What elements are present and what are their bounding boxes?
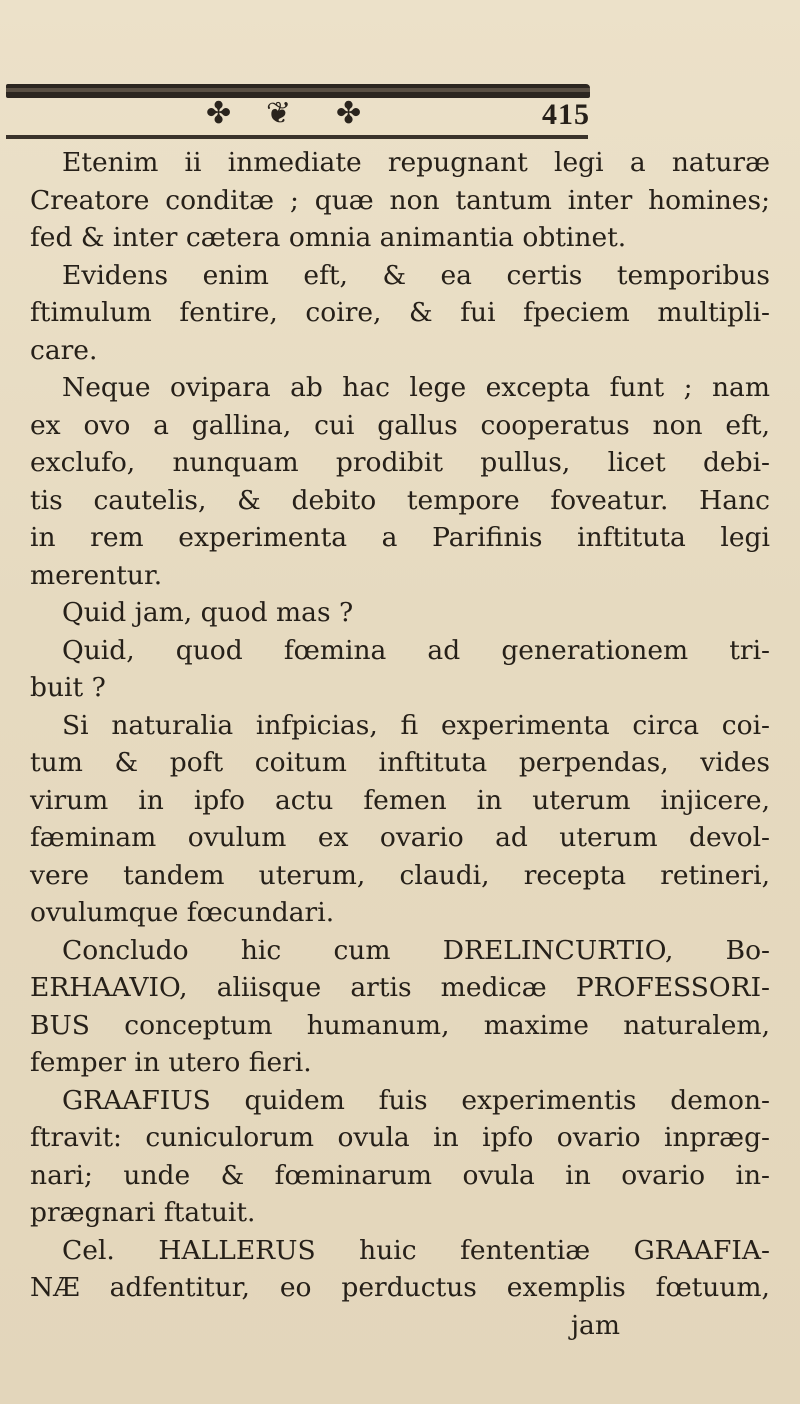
text-line: tis cautelis, & debito tempore foveatur. Hanc: [30, 484, 770, 516]
page-number: 415: [542, 98, 590, 131]
text-line: tum & poft coitum inftituta perpendas, vides: [30, 747, 770, 778]
text-line: virum in ipfo actu femen in uterum injicere,: [30, 784, 770, 816]
text-line: femper in utero fieri.: [30, 1047, 312, 1078]
text-line: vere tandem uterum, claudi, recepta retineri,: [30, 859, 770, 891]
text-line: fæminam ovulum ex ovario ad uterum devol-: [30, 822, 770, 853]
text-line: exclufo, nunquam prodibit pullus, licet debi-: [30, 447, 770, 478]
text-line: Neque ovipara ab hac lege excepta funt ; nam: [62, 372, 770, 403]
ornament-icon: ❦: [266, 96, 292, 131]
body-text: [30, 144, 770, 1344]
text-line: GRAAFIUS quidem fuis experimentis demon-: [62, 1084, 770, 1116]
ornament-icon: ✤: [206, 96, 232, 131]
text-line: prægnari ftatuit.: [30, 1197, 256, 1228]
text-line: merentur.: [30, 559, 163, 591]
text-line: fed & inter cætera omnia animantia obtinet.: [30, 222, 627, 253]
running-header: [0, 96, 800, 132]
ornament-icon: ✤: [336, 96, 362, 131]
text-line: ERHAAVIO, aliisque artis medicæ PROFESSORI-: [30, 972, 770, 1003]
header-bottom-rule: [6, 135, 588, 139]
text-line: in rem experimenta a Parifinis inftituta legi: [30, 522, 770, 553]
text-line: Si naturalia infpicias, fi experimenta circa coi-: [62, 709, 770, 741]
text-line: Quid, quod fœmina ad generationem tri-: [62, 634, 770, 666]
text-line: ftimulum fentire, coire, & fui fpeciem multipli-: [30, 297, 770, 328]
text-line: NÆ adfentitur, eo perductus exemplis fœtuum,: [30, 1272, 770, 1303]
text-line: Creatore conditæ ; quæ non tantum inter homines;: [30, 184, 770, 216]
text-line: ex ovo a gallina, cui gallus cooperatus non eft,: [30, 409, 770, 441]
text-line: nari; unde & fœminarum ovula in ovario in-: [30, 1159, 770, 1191]
text-line: ftravit: cuniculorum ovula in ipfo ovario inpræg-: [30, 1122, 770, 1153]
text-line: BUS conceptum humanum, maxime naturalem,: [30, 1009, 770, 1041]
text-line: ovulumque fœcundari.: [30, 897, 335, 928]
catchword: jam: [570, 1309, 620, 1341]
text-line: buit ?: [30, 672, 106, 703]
text-line: Quid jam, quod mas ?: [62, 597, 354, 628]
text-line: Concludo hic cum DRELINCURTIO, Bo-: [62, 934, 770, 966]
text-line: Cel. HALLERUS huic fententiæ GRAAFIA-: [62, 1234, 770, 1266]
text-line: care.: [30, 334, 98, 366]
text-line: Evidens enim eft, & ea certis temporibus: [62, 259, 770, 291]
text-line: Etenim ii inmediate repugnant legi a naturæ: [62, 147, 770, 178]
